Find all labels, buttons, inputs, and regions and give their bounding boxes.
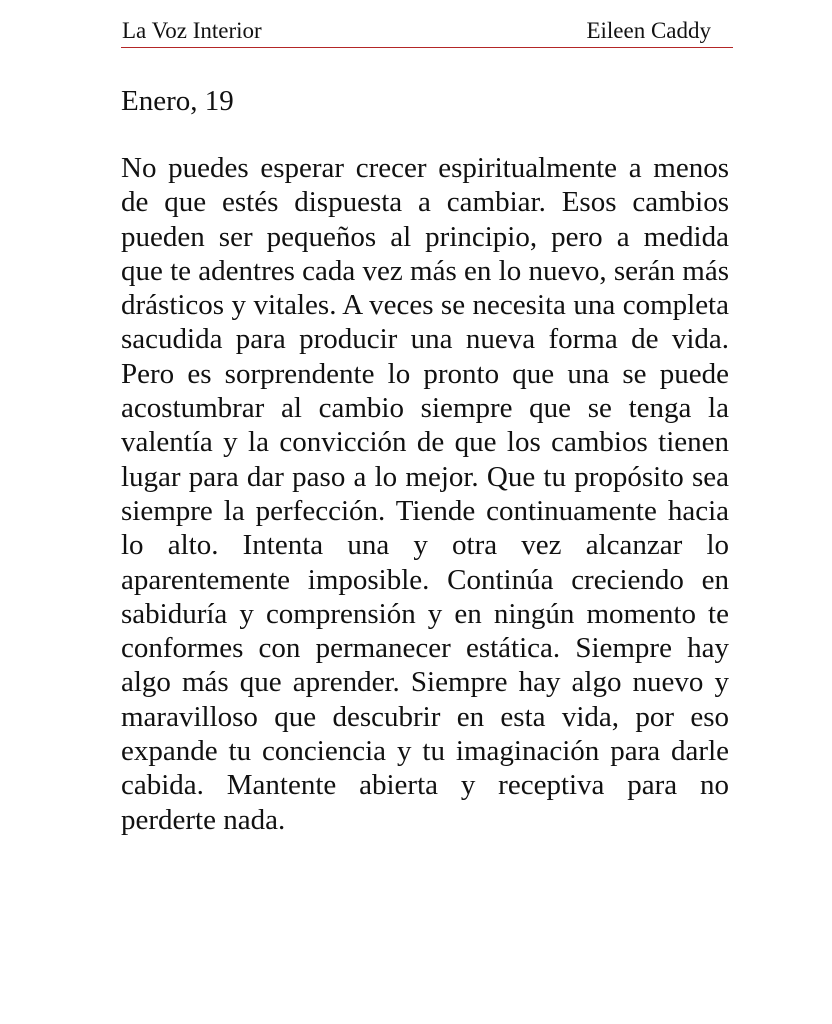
book-title: La Voz Interior	[122, 18, 262, 43]
book-author: Eileen Caddy	[586, 18, 711, 43]
entry-date: Enero, 19	[121, 85, 234, 117]
entry-body-text: No puedes esperar crecer espiritualmente a menos de que estés dispuesta a cambiar. Esos cambios pueden ser pequeños al principio, pero a medida que te adentres cada vez más en lo nuevo, serán más drásticos y vitales. A veces se necesita una completa sacudida para producir una nueva forma de vida. Pero es sorprendente lo pronto que una se puede acostumbrar al cambio siempre que se tenga la valentía y la convicción de que los cambios tienen lugar para dar paso a lo mejor. Que tu propósito sea siempre la perfección. Tiende continuamente hacia lo alto. Intenta una y otra vez alcanzar lo aparentemente imposible. Continúa creciendo en sabiduría y comprensión y en ningún momento te conformes con permanecer estática. Siempre hay algo más que aprender. Siempre hay algo nuevo y maravilloso que descubrir en esta vida, por eso expande tu conciencia y tu imaginación para darle cabida. Mantente abierta y receptiva para no perderte nada.	[121, 152, 729, 836]
running-header	[121, 14, 733, 48]
